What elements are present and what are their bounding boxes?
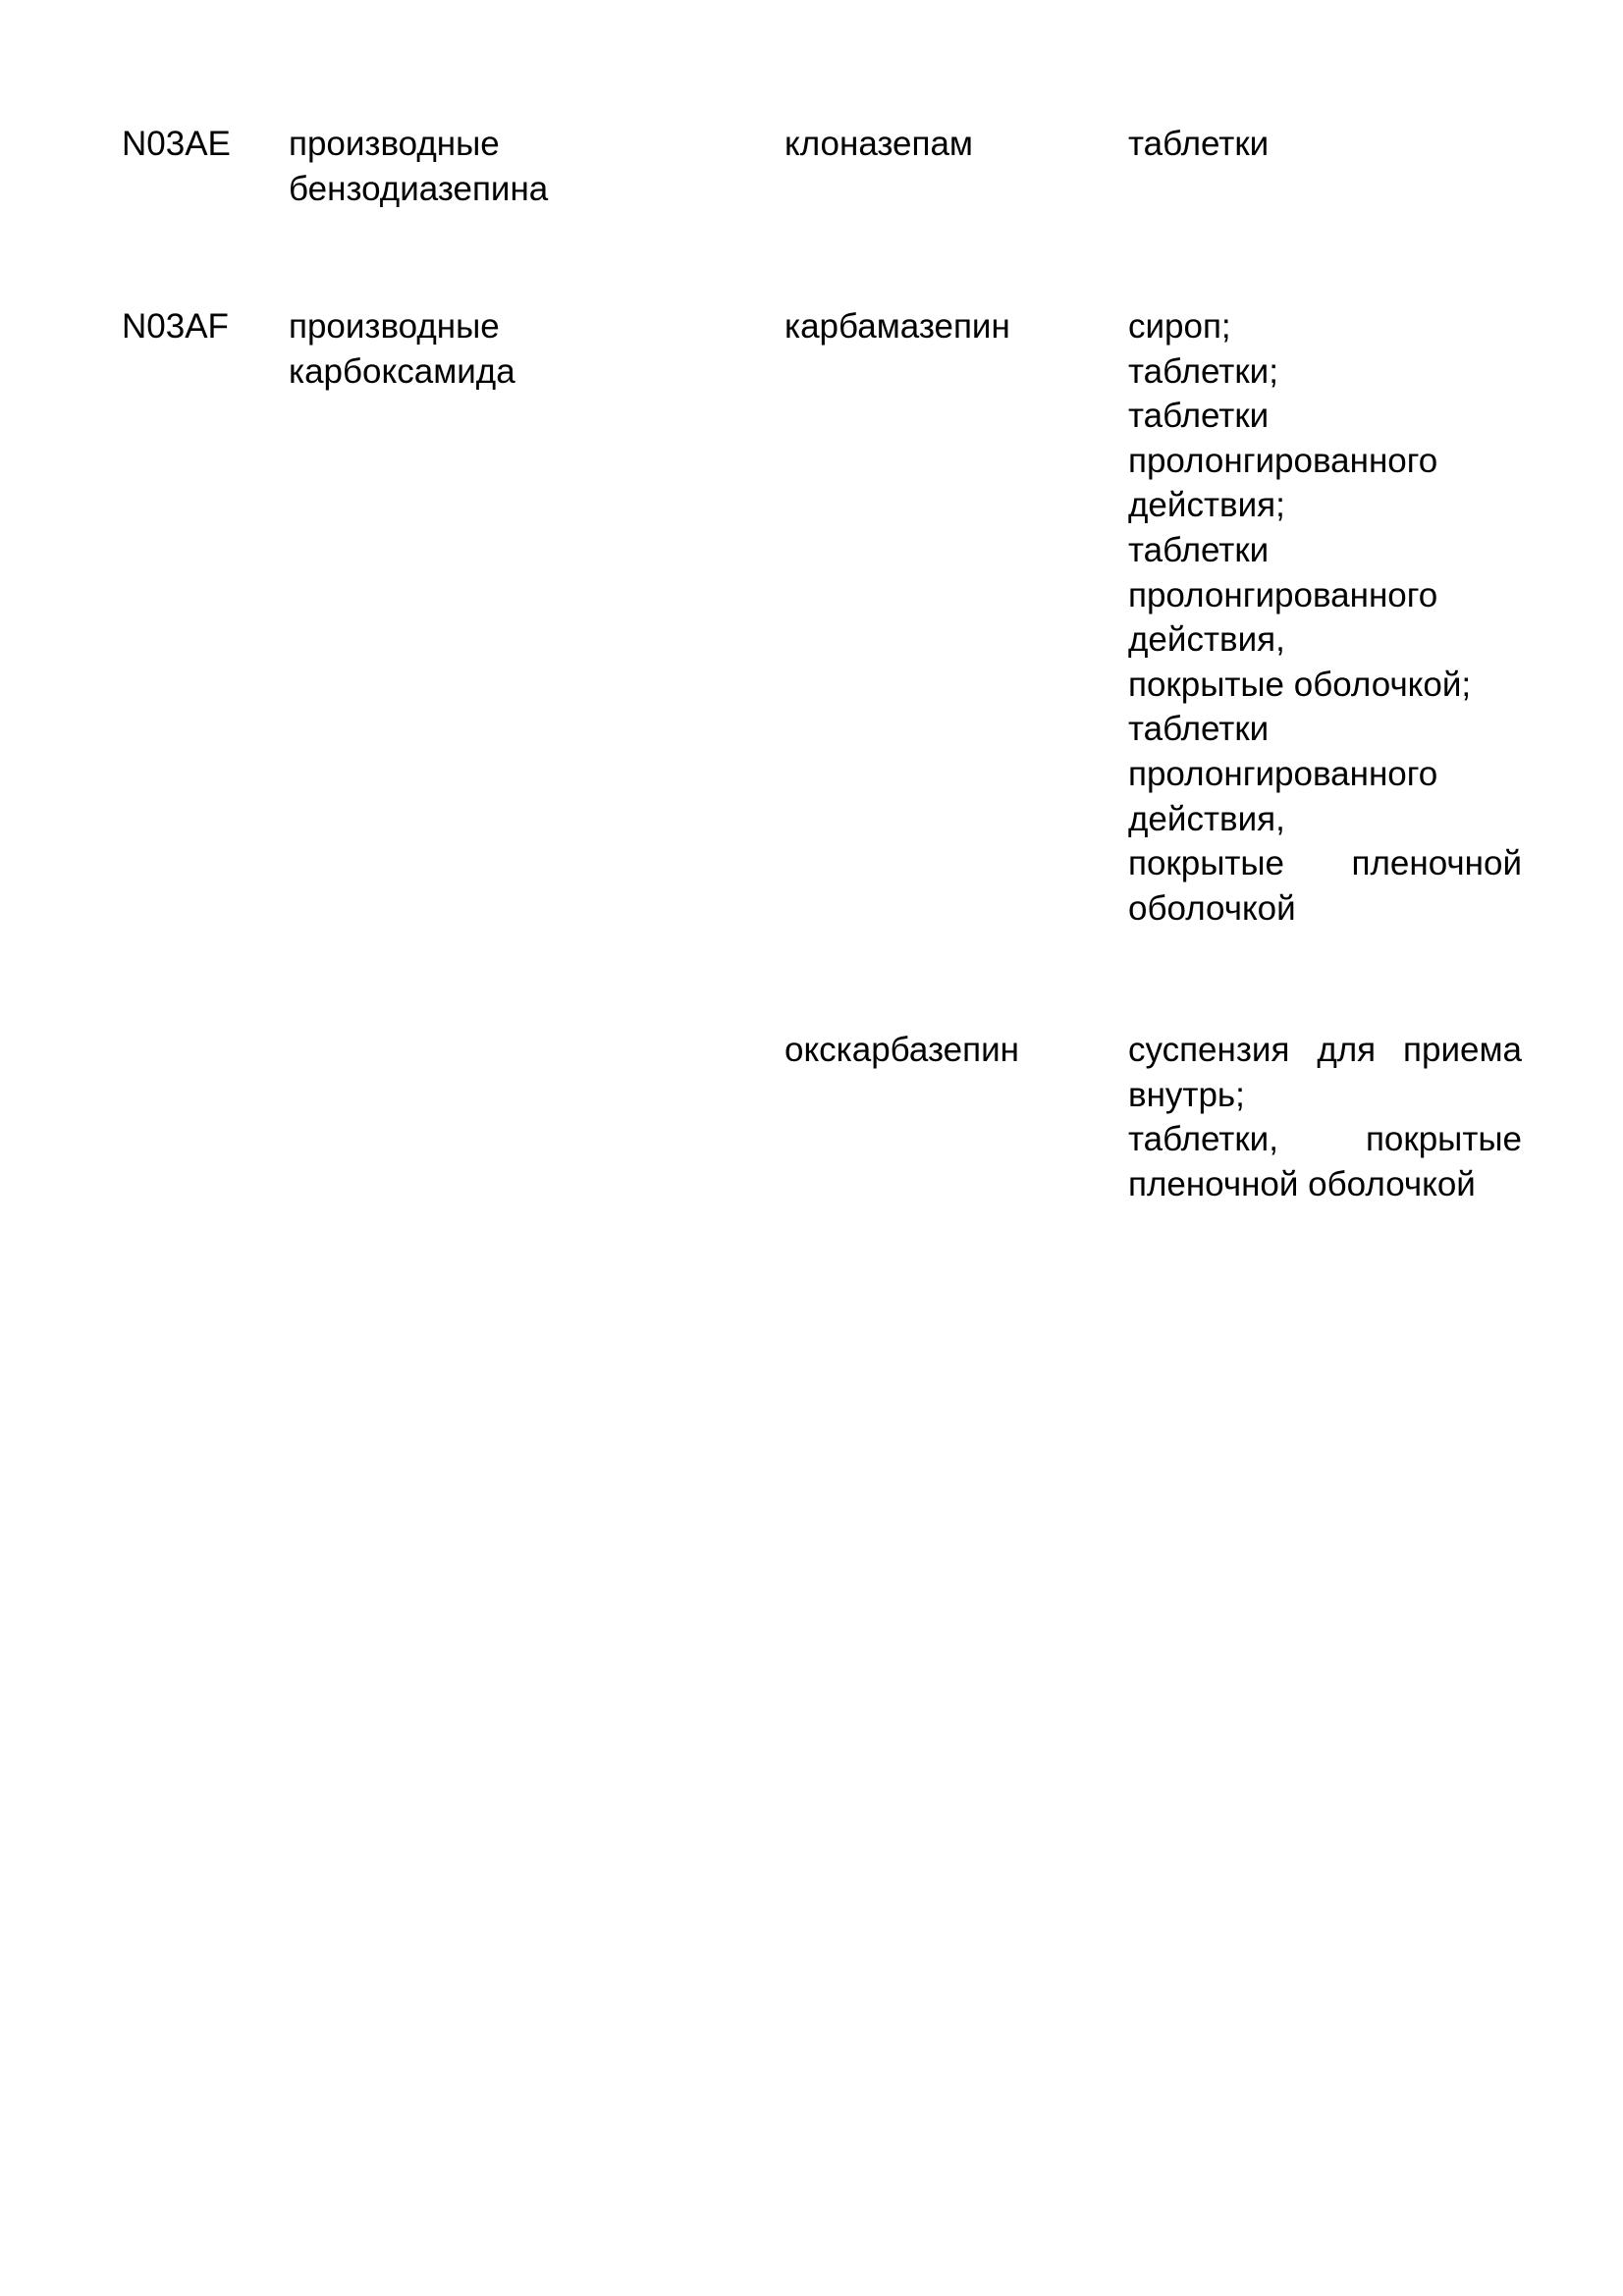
justified-word: суспензия (1128, 1031, 1290, 1069)
dosage-form-line: пролонгированного (1128, 754, 1438, 793)
dosage-form-line (1128, 841, 1522, 886)
atc-group (289, 122, 730, 211)
atc-group-line: производные (289, 125, 500, 163)
dosage-form-line: пролонгированного (1128, 575, 1438, 614)
dosage-form-line: таблетки (1128, 710, 1270, 749)
dosage-form-line: действия, (1128, 620, 1285, 660)
dosage-form-line: пленочной оболочкой (1128, 1164, 1476, 1203)
drug-name: окскарбазепин (784, 1031, 1019, 1069)
dosage-form-line: действия; (1128, 486, 1285, 525)
justified-word: приема (1403, 1031, 1522, 1069)
drug-name: клоназепам (784, 125, 973, 163)
dosage-form-line (1128, 1028, 1522, 1073)
dosage-form-line: внутрь; (1128, 1075, 1245, 1114)
dosage-form-line: сироп; (1128, 307, 1231, 346)
justified-word: для (1317, 1031, 1377, 1069)
atc-group-line: производные (289, 307, 500, 346)
atc-group (289, 304, 730, 394)
dosage-form-line: действия, (1128, 799, 1285, 838)
atc-group-line: бензодиазепина (289, 169, 549, 208)
dosage-form-line: пролонгированного (1128, 441, 1438, 480)
atc-code: N03AF (122, 307, 229, 346)
justified-word: пленочной (1351, 844, 1522, 883)
justified-word: таблетки, (1128, 1120, 1278, 1159)
justified-word: покрытые (1365, 1120, 1522, 1159)
dosage-form-line (1128, 1117, 1522, 1162)
atc-group-line: карбоксамида (289, 351, 515, 391)
dosage-form-line: таблетки (1128, 397, 1270, 436)
dosage-form-line: таблетки; (1128, 351, 1278, 391)
dosage-forms (1128, 304, 1522, 931)
dosage-form-line: таблетки (1128, 125, 1270, 163)
atc-code: N03AE (122, 125, 231, 163)
dosage-form-line: таблетки (1128, 530, 1270, 569)
dosage-form-line: оболочкой (1128, 888, 1296, 928)
dosage-forms (1128, 1028, 1522, 1206)
drug-name: карбамазепин (784, 307, 1010, 346)
justified-word: покрытые (1128, 844, 1285, 883)
dosage-forms (1128, 122, 1522, 167)
dosage-form-line: покрытые оболочкой; (1128, 665, 1472, 704)
